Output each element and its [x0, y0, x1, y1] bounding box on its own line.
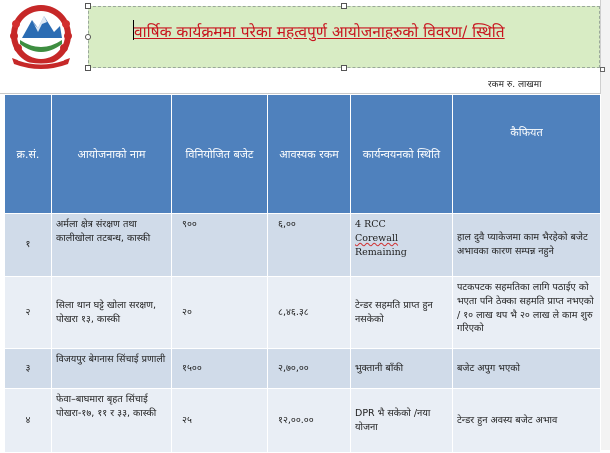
resize-handle-middle-left[interactable] [85, 34, 91, 40]
page-title[interactable]: वार्षिक कार्यक्रममा परेका महत्वपुर्ण आयोजनाहरुको विवरण/ स्थिति [134, 23, 505, 41]
cell-allocated: २५ [172, 389, 268, 453]
cell-remarks: बजेट अपुग भएको [453, 349, 601, 389]
header-status: कार्यन्वयनको स्थिति [351, 95, 453, 214]
table-row [5, 389, 601, 453]
status-line: Remaining [355, 246, 407, 258]
cell-allocated: १५०० [172, 349, 268, 389]
cell-sn: २ [5, 277, 52, 349]
header-allocated: विनियोजित बजेट [172, 95, 268, 214]
header-name: आयोजनाको नाम [52, 95, 172, 214]
resize-handle-right[interactable] [600, 67, 605, 72]
unit-note: रकम रु. लाखमा [488, 80, 542, 90]
cell-name: फेवा–बाघमारा बृहत सिंचाई पोखरा-१७, ११ र ३३, कास्की [52, 389, 172, 453]
cell-name: सिला थान घट्टे खोला सरक्षण, पोखरा १३, कास्की [52, 277, 172, 349]
nepal-government-emblem-icon [2, 2, 80, 72]
table-header-row [5, 95, 601, 214]
resize-handle-bottom-center[interactable] [341, 65, 347, 71]
cell-required: ६,०० [268, 214, 351, 277]
cell-required: १२,००.०० [268, 389, 351, 453]
cell-remarks: हाल दुवै प्याकेजमा काम भैरहेको बजेट अभावका कारण सम्पन्न नहुने [453, 214, 601, 277]
cell-allocated: २० [172, 277, 268, 349]
status-line: 4 RCC [355, 219, 386, 230]
cell-required: २,७०,०० [268, 349, 351, 389]
projects-table [4, 94, 601, 453]
cell-name: विजयपुर बेगनास सिंचाई प्रणाली [52, 349, 172, 389]
cell-status: भुक्तानी बाँकी [351, 349, 453, 389]
resize-handle-top-center[interactable] [341, 3, 347, 9]
resize-handle-top-left[interactable] [85, 3, 91, 9]
status-line: Corewall [355, 232, 399, 244]
cell-status [351, 214, 453, 277]
cell-sn: १ [5, 214, 52, 277]
header-sn: क्र.सं. [5, 95, 52, 214]
cell-sn: ३ [5, 349, 52, 389]
table-row [5, 277, 601, 349]
cell-remarks: पटकपटक सहमतिका लागि पठाईए को भएता पनि ठेक्का सहमति प्राप्त नभएको / १० लाख थप भै २० लाख ले काम शुरु गरिएको [453, 277, 601, 349]
cell-status: टेन्डर सहमति प्राप्त हुन नसकेको [351, 277, 453, 349]
cell-sn: ४ [5, 389, 52, 453]
table-row [5, 349, 601, 389]
cell-name: अर्मला क्षेत्र संरक्षण तथा कालीखोला तटबन्ध, कास्की [52, 214, 172, 277]
resize-handle-bottom-left[interactable] [85, 65, 91, 71]
cell-status: DPR भै सकेको /नया योजना [351, 389, 453, 453]
table-row [5, 214, 601, 277]
header-remarks: कैफियत [453, 95, 601, 214]
cell-allocated: ९०० [172, 214, 268, 277]
cell-remarks: टेन्डर हुन अवस्य बजेट अभाव [453, 389, 601, 453]
header-required: आवस्यक रकम [268, 95, 351, 214]
cell-required: ८,४६.३८ [268, 277, 351, 349]
